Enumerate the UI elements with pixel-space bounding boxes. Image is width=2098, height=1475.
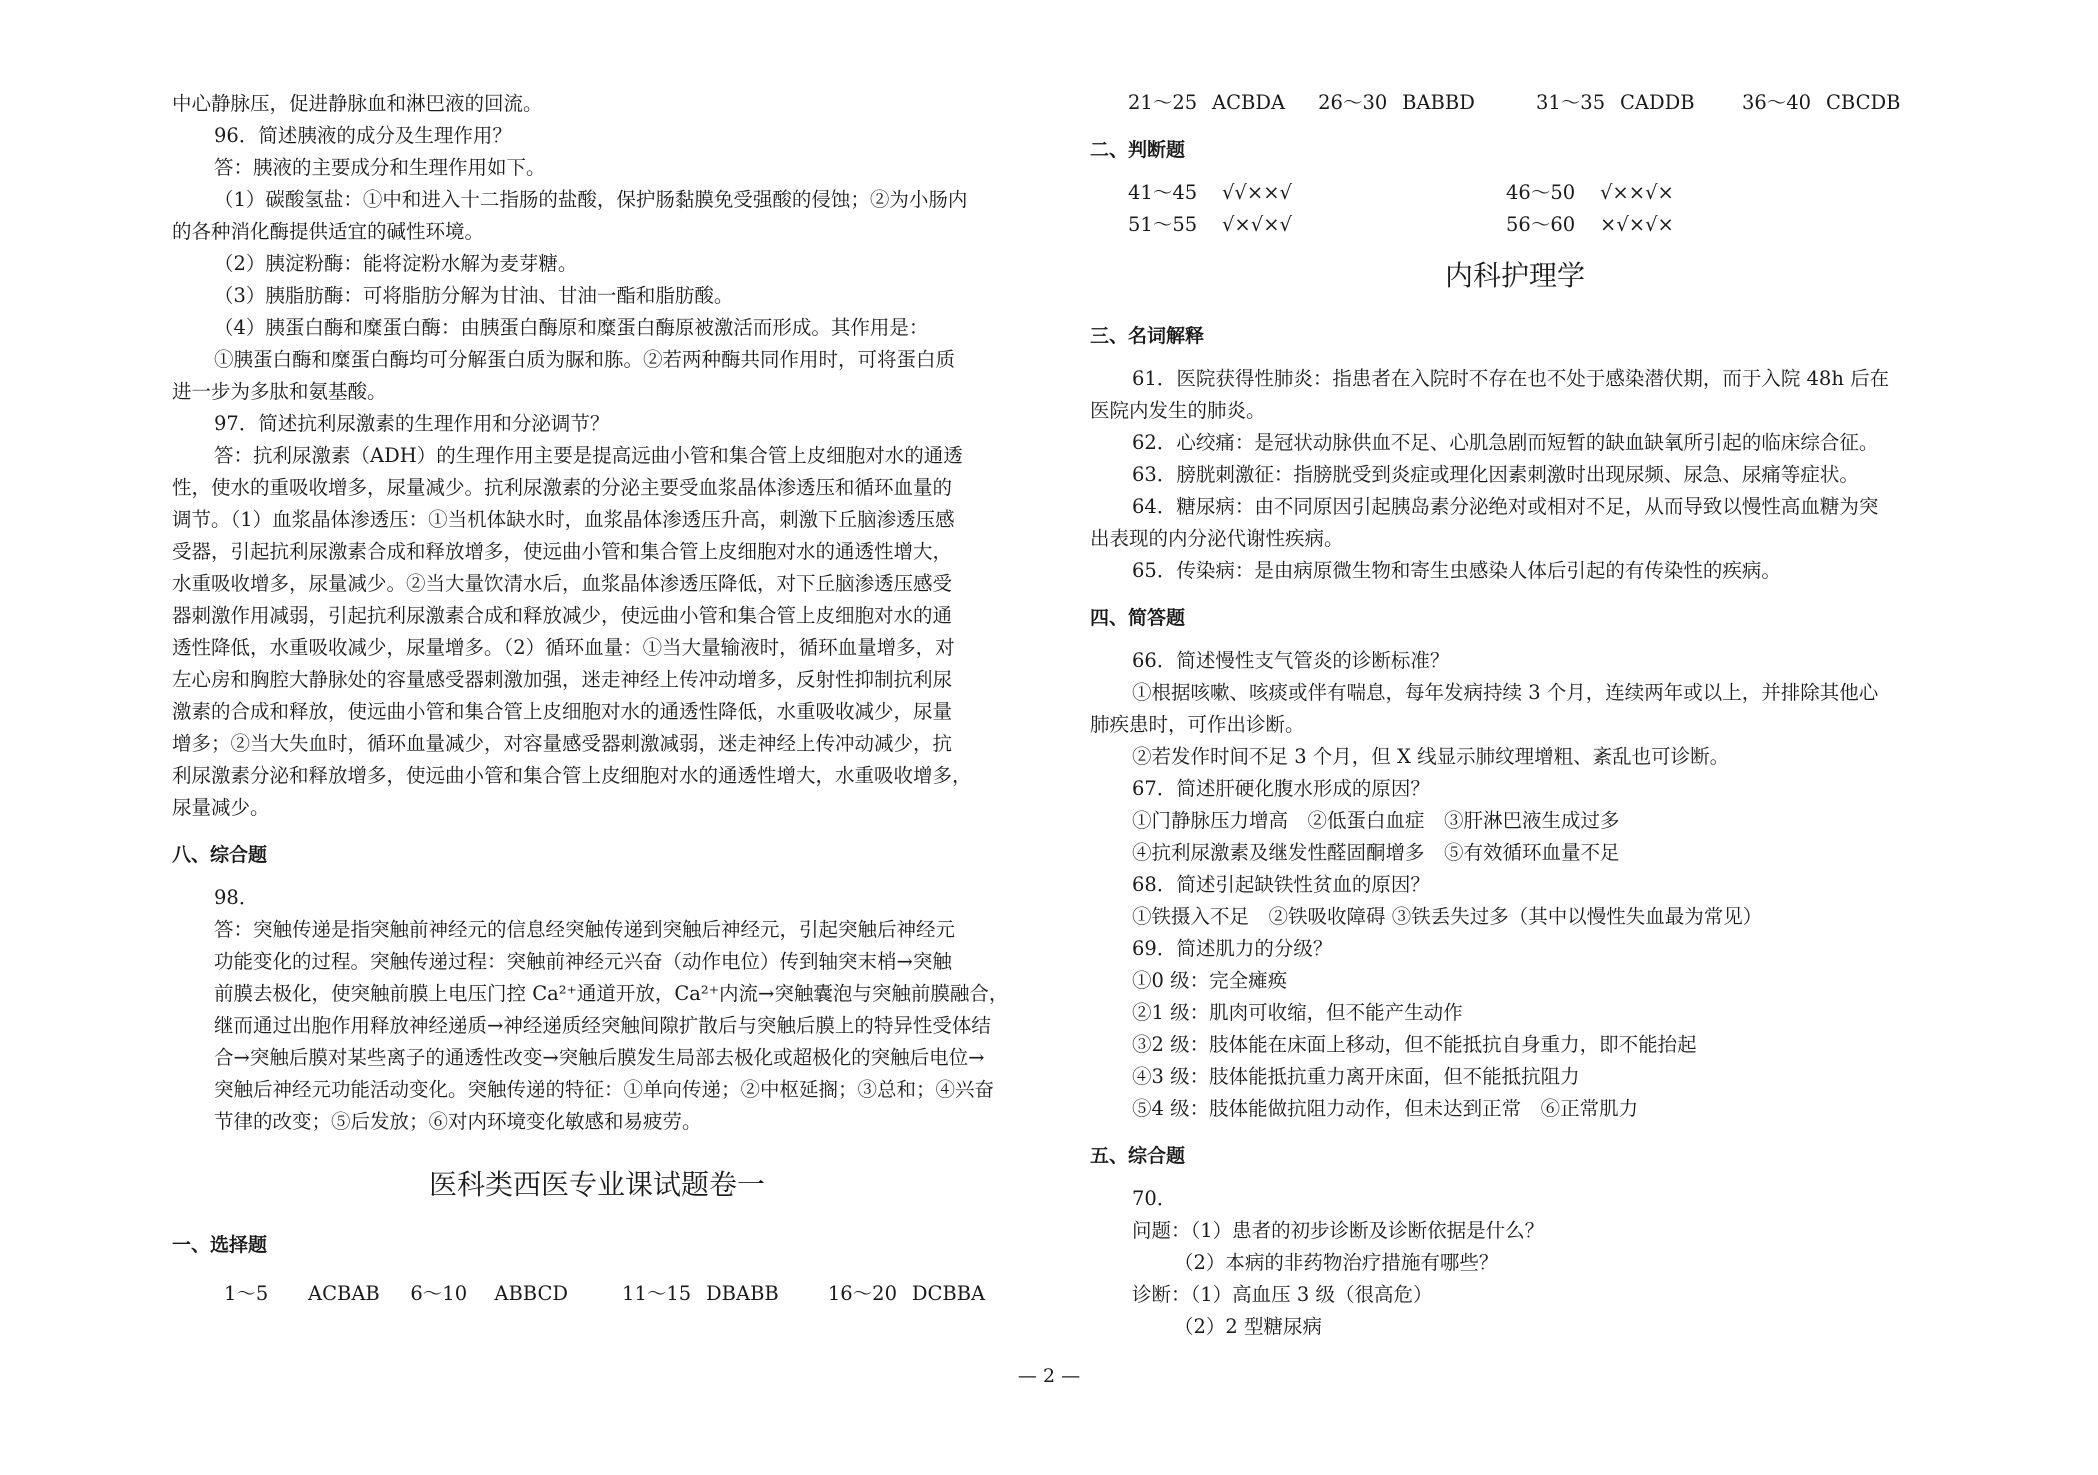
answer-range: 1～5: [224, 1282, 269, 1305]
short-answer-block: [1090, 645, 1940, 1125]
answer-group: [622, 1278, 828, 1310]
answer-group: [1536, 87, 1742, 119]
answer-range: 16～20: [827, 1282, 897, 1305]
judge-marks: ×√×√×: [1600, 213, 1674, 236]
text-line: 激素的合成和释放，使远曲小管和集合管上皮细胞对水的通透性降低，水重吸收减少，尿量: [172, 700, 953, 723]
answer-letters: ACBAB: [308, 1282, 380, 1305]
text-line: 突触后神经元功能活动变化。突触传递的特征：①单向传递；②中枢延搁；③总和；④兴奋: [214, 1078, 995, 1101]
answer-letters: ABBCD: [494, 1282, 569, 1305]
text-line: 肺疾患时，可作出诊断。: [1090, 713, 1305, 736]
text-line: 68．简述引起缺铁性贫血的原因？: [1132, 873, 1430, 896]
judge-group: [1506, 209, 1884, 241]
section-heading-multiple-choice: 一、选择题: [172, 1234, 268, 1256]
exam-title: 医科类西医专业课试题卷一: [428, 1168, 765, 1201]
section-heading-comprehensive: 八、综合题: [172, 844, 268, 866]
answer-range: 26～30: [1318, 91, 1388, 114]
text-line: ⑤4 级：肢体能做抗阻力动作，但未达到正常 ⑥正常肌力: [1132, 1097, 1639, 1120]
judge-group: [1128, 209, 1506, 241]
physiology-answers-block: [172, 88, 1022, 824]
text-line: （2）胰淀粉酶：能将淀粉水解为麦芽糖。: [214, 252, 578, 275]
subject-title: 内科护理学: [1444, 259, 1585, 292]
text-line: 答：突触传递是指突触前神经元的信息经突触传递到突触后神经元，引起突触后神经元: [214, 918, 956, 941]
text-line: 62．心绞痛：是冠状动脉供血不足、心肌急剧而短暂的缺血缺氧所引起的临床综合征。: [1132, 431, 1879, 454]
true-false-answer-block: [1090, 177, 1940, 241]
text-line: ②1 级：肌肉可收缩，但不能产生动作: [1132, 1001, 1463, 1024]
answer-range: 51～55: [1128, 213, 1198, 236]
judge-group: [1506, 177, 1884, 209]
question-98-block: [172, 882, 1022, 1138]
section-heading-short-answer: 四、简答题: [1090, 607, 1186, 629]
composite-question-block: [1090, 1183, 1940, 1343]
text-line: 增多；②当大失血时，循环血量减少，对容量感受器刺激减弱，迷走神经上传冲动减少，抗: [172, 732, 953, 755]
answer-group: [828, 1278, 1022, 1310]
page-number: — 2 —: [1017, 1365, 1081, 1387]
answer-letters: CBCDB: [1825, 91, 1901, 114]
answer-range: 41～45: [1128, 181, 1198, 204]
text-line: ①门静脉压力增高 ②低蛋白血症 ③肝淋巴液生成过多: [1132, 809, 1620, 832]
text-line: ③2 级：肢体能在床面上移动，但不能抵抗自身重力，即不能抬起: [1132, 1033, 1697, 1056]
text-line: 63．膀胱刺激征：指膀胱受到炎症或理化因素刺激时出现尿频、尿急、尿痛等症状。: [1132, 463, 1859, 486]
text-line: （4）胰蛋白酶和糜蛋白酶：由胰蛋白酶原和糜蛋白酶原被激活而形成。其作用是：: [214, 316, 929, 339]
judge-marks: √××√×: [1600, 181, 1674, 204]
text-line: 透性降低，水重吸收减少，尿量增多。（2）循环血量：①当大量输液时，循环血量增多，对: [172, 636, 955, 659]
text-line: 尿量减少。: [172, 796, 270, 819]
answer-letters: BABBD: [1402, 91, 1475, 114]
text-line: 中心静脉压，促进静脉血和淋巴液的回流。: [172, 92, 543, 115]
answer-group: [224, 1278, 410, 1310]
text-line: 左心房和胸腔大静脉处的容量感受器刺激加强，迷走神经上传冲动增多，反射性抑制抗利尿: [172, 668, 953, 691]
text-line: ①根据咳嗽、咳痰或伴有喘息，每年发病持续 3 个月，连续两年或以上，并排除其他心: [1132, 681, 1879, 704]
text-line: 97．简述抗利尿激素的生理作用和分泌调节？: [214, 412, 610, 435]
text-line: 96．简述胰液的成分及生理作用？: [214, 124, 512, 147]
text-line: 64．糖尿病：由不同原因引起胰岛素分泌绝对或相对不足，从而导致以慢性高血糖为突: [1132, 495, 1879, 518]
answer-range: 21～25: [1128, 91, 1198, 114]
answer-range: 11～15: [622, 1282, 692, 1305]
text-line: 答：胰液的主要成分和生理作用如下。: [214, 156, 546, 179]
text-line: 水重吸收增多，尿量减少。②当大量饮清水后，血浆晶体渗透压降低，对下丘脑渗透压感受: [172, 572, 953, 595]
section-heading-terms: 三、名词解释: [1090, 325, 1205, 347]
text-line: 98．: [214, 886, 259, 909]
judge-row: [1090, 209, 1940, 241]
term-definitions-block: [1090, 363, 1940, 587]
text-line: 调节。（1）血浆晶体渗透压：①当机体缺水时，血浆晶体渗透压升高，刺激下丘脑渗透压感: [172, 508, 955, 531]
answer-range: 31～35: [1535, 91, 1606, 114]
text-line: ①胰蛋白酶和糜蛋白酶均可分解蛋白质为脲和胨。②若两种酶共同作用时，可将蛋白质: [214, 348, 956, 371]
answer-group: [410, 1278, 622, 1310]
text-line: 61．医院获得性肺炎：指患者在入院时不存在也不处于感染潜伏期，而于入院 48h 后在: [1132, 367, 1890, 390]
answer-letters: ACBDA: [1212, 91, 1286, 114]
answer-letters: DCBBA: [911, 1282, 986, 1305]
text-line: 67．简述肝硬化腹水形成的原因？: [1132, 777, 1430, 800]
text-line: 问题：（1）患者的初步诊断及诊断依据是什么？: [1132, 1219, 1545, 1242]
answer-group: [1128, 87, 1318, 119]
text-line: 诊断：（1）高血压 3 级（很高危）: [1132, 1283, 1433, 1306]
judge-marks: √√××√: [1222, 181, 1292, 204]
left-column: [172, 88, 1022, 1310]
text-line: 合→突触后膜对某些离子的通透性改变→突触后膜发生局部去极化或超极化的突触后电位→: [214, 1046, 985, 1069]
answer-letters: DBABB: [706, 1282, 779, 1305]
text-line: 出表现的内分泌代谢性疾病。: [1090, 527, 1344, 550]
right-column: [1090, 88, 1940, 1343]
judge-marks: √×√×√: [1222, 213, 1292, 236]
text-line: （1）碳酸氢盐：①中和进入十二指肠的盐酸，保护肠黏膜免受强酸的侵蚀；②为小肠内: [214, 188, 968, 211]
text-line: 的各种消化酶提供适宜的碱性环境。: [172, 220, 485, 243]
answer-range: 56～60: [1506, 213, 1576, 236]
answer-range: 36～40: [1741, 91, 1812, 114]
text-line: 医院内发生的肺炎。: [1090, 399, 1266, 422]
section-heading-composite: 五、综合题: [1090, 1145, 1186, 1167]
text-line: ②若发作时间不足 3 个月，但 X 线显示肺纹理增粗、紊乱也可诊断。: [1132, 745, 1730, 768]
judge-row: [1090, 177, 1940, 209]
text-line: 答：抗利尿激素（ADH）的生理作用主要是提高远曲小管和集合管上皮细胞对水的通透: [214, 444, 963, 467]
text-line: 功能变化的过程。突触传递过程：突触前神经元兴奋（动作电位）传到轴突末梢→突触: [214, 950, 952, 973]
text-line: 器刺激作用减弱，引起抗利尿激素合成和释放减少，使远曲小管和集合管上皮细胞对水的通: [172, 604, 953, 627]
answer-range: 46～50: [1506, 181, 1576, 204]
text-line: ①铁摄入不足 ②铁吸收障碍 ③铁丢失过多（其中以慢性失血最为常见）: [1132, 905, 1763, 928]
text-line: （3）胰脂肪酶：可将脂肪分解为甘油、甘油一酯和脂肪酸。: [214, 284, 734, 307]
answer-letters: CADDB: [1619, 91, 1695, 114]
text-line: 利尿激素分泌和释放增多，使远曲小管和集合管上皮细胞对水的通透性增大，水重吸收增多，: [172, 764, 972, 787]
text-line: 节律的改变；⑤后发放；⑥对内环境变化敏感和易疲劳。: [214, 1110, 702, 1133]
text-line: （2）2 型糖尿病: [1174, 1315, 1323, 1338]
text-line: 70．: [1132, 1187, 1177, 1210]
text-line: 性，使水的重吸收增多，尿量减少。抗利尿激素的分泌主要受血浆晶体渗透压和循环血量的: [172, 476, 953, 499]
text-line: 前膜去极化，使突触前膜上电压门控 Ca²⁺通道开放，Ca²⁺内流→突触囊泡与突触前膜融合，: [214, 982, 1009, 1005]
text-line: ①0 级：完全瘫痪: [1132, 969, 1288, 992]
text-line: 受器，引起抗利尿激素合成和释放增多，使远曲小管和集合管上皮细胞对水的通透性增大，: [172, 540, 953, 563]
text-line: （2）本病的非药物治疗措施有哪些？: [1174, 1251, 1499, 1274]
answer-range: 6～10: [410, 1282, 468, 1305]
answer-key-row-21-40: [1090, 87, 1940, 119]
answer-key-row-1-20: [172, 1278, 1022, 1310]
text-line: 69．简述肌力的分级？: [1132, 937, 1333, 960]
answer-group: [1742, 87, 1940, 119]
text-line: ④抗利尿激素及继发性醛固酮增多 ⑤有效循环血量不足: [1132, 841, 1620, 864]
text-line: ④3 级：肢体能抵抗重力离开床面，但不能抵抗阻力: [1132, 1065, 1580, 1088]
answer-group: [1318, 87, 1536, 119]
text-line: 65．传染病：是由病原微生物和寄生虫感染人体后引起的有传染性的疾病。: [1132, 559, 1781, 582]
text-line: 进一步为多肽和氨基酸。: [172, 380, 387, 403]
text-line: 66．简述慢性支气管炎的诊断标准？: [1132, 649, 1450, 672]
text-line: 继而通过出胞作用释放神经递质→神经递质经突触间隙扩散后与突触后膜上的特异性受体结: [214, 1014, 991, 1037]
judge-group: [1128, 177, 1506, 209]
section-heading-true-false: 二、判断题: [1090, 139, 1186, 161]
